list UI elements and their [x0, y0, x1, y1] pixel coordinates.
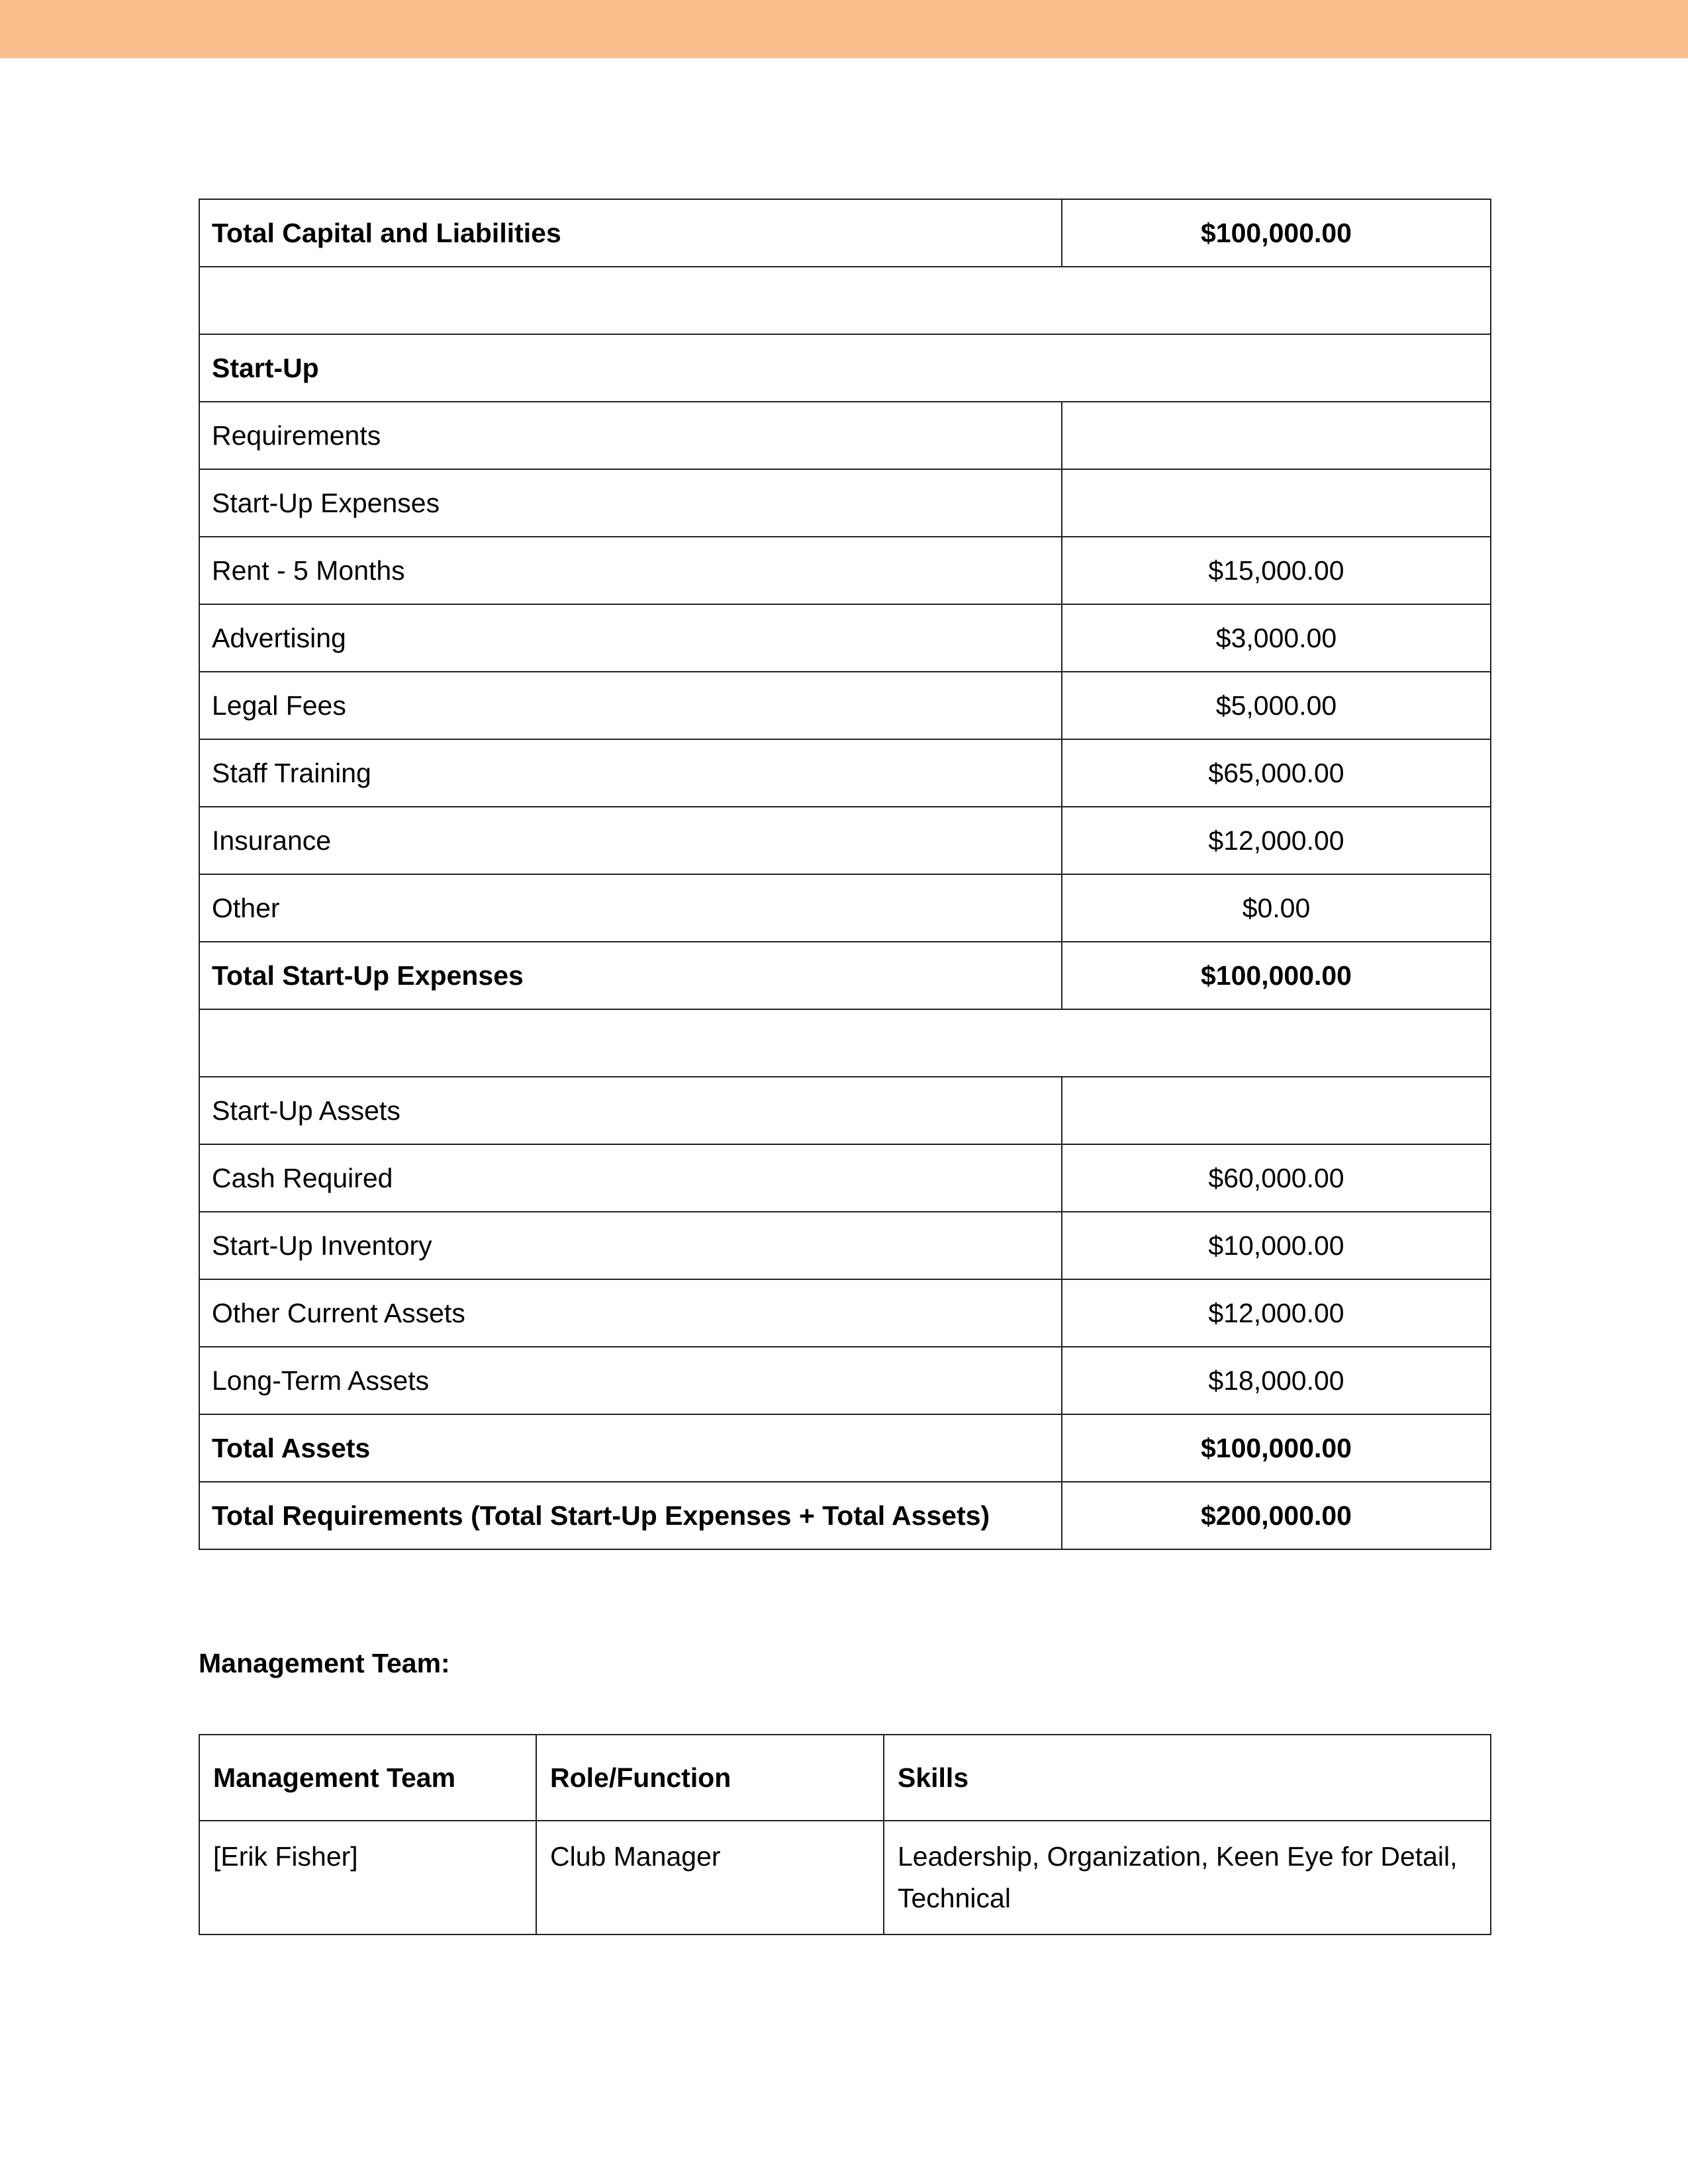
table-row	[199, 1009, 1491, 1077]
spacer-cell	[199, 1009, 1491, 1077]
row-label: Start-Up Expenses	[199, 469, 1062, 537]
row-amount: $100,000.00	[1062, 199, 1491, 267]
table-row	[199, 199, 1491, 267]
team-header-row	[199, 1735, 1491, 1821]
row-amount: $3,000.00	[1062, 604, 1491, 672]
row-amount	[1062, 402, 1491, 469]
table-row	[199, 469, 1491, 537]
row-label: Total Assets	[199, 1414, 1062, 1482]
table-row	[199, 1414, 1491, 1482]
table-row	[199, 604, 1491, 672]
table-row	[199, 807, 1491, 874]
table-row	[199, 402, 1491, 469]
table-row	[199, 1144, 1491, 1212]
spacer-cell	[199, 267, 1491, 334]
table-row	[199, 1279, 1491, 1347]
row-label: Total Capital and Liabilities	[199, 199, 1062, 267]
table-row	[199, 874, 1491, 942]
row-label: Advertising	[199, 604, 1062, 672]
row-amount: $100,000.00	[1062, 942, 1491, 1009]
row-label: Rent - 5 Months	[199, 537, 1062, 604]
row-amount: $18,000.00	[1062, 1347, 1491, 1414]
column-header-management-team: Management Team	[199, 1735, 536, 1821]
row-label: Legal Fees	[199, 672, 1062, 739]
row-label: Other Current Assets	[199, 1279, 1062, 1347]
row-amount: $12,000.00	[1062, 807, 1491, 874]
management-team-heading: Management Team:	[199, 1648, 450, 1678]
startup-financials-table	[199, 199, 1491, 1550]
row-amount: $15,000.00	[1062, 537, 1491, 604]
row-amount: $65,000.00	[1062, 739, 1491, 807]
table-row	[199, 942, 1491, 1009]
row-amount: $5,000.00	[1062, 672, 1491, 739]
row-amount	[1062, 469, 1491, 537]
row-label: Staff Training	[199, 739, 1062, 807]
table-row	[199, 537, 1491, 604]
team-row	[199, 1821, 1491, 1934]
row-label: Other	[199, 874, 1062, 942]
row-amount: $100,000.00	[1062, 1414, 1491, 1482]
table-row	[199, 1077, 1491, 1144]
team-member-skills: Leadership, Organization, Keen Eye for Detail, Technical	[884, 1821, 1491, 1934]
section-label: Start-Up	[199, 334, 1491, 402]
table-row	[199, 267, 1491, 334]
top-color-band	[0, 0, 1688, 58]
table-row	[199, 1212, 1491, 1279]
row-amount: $0.00	[1062, 874, 1491, 942]
column-header-role-function: Role/Function	[536, 1735, 884, 1821]
row-label: Total Requirements (Total Start-Up Expenses + Total Assets)	[199, 1482, 1062, 1549]
row-label: Start-Up Inventory	[199, 1212, 1062, 1279]
row-label: Requirements	[199, 402, 1062, 469]
row-label: Cash Required	[199, 1144, 1062, 1212]
row-label: Insurance	[199, 807, 1062, 874]
team-member-role: Club Manager	[536, 1821, 884, 1934]
table-row	[199, 334, 1491, 402]
row-label: Long-Term Assets	[199, 1347, 1062, 1414]
column-header-skills: Skills	[884, 1735, 1491, 1821]
table-row	[199, 1347, 1491, 1414]
row-amount: $60,000.00	[1062, 1144, 1491, 1212]
row-label: Total Start-Up Expenses	[199, 942, 1062, 1009]
table-row	[199, 739, 1491, 807]
table-row	[199, 1482, 1491, 1549]
team-member-name: [Erik Fisher]	[199, 1821, 536, 1934]
row-label: Start-Up Assets	[199, 1077, 1062, 1144]
table-row	[199, 672, 1491, 739]
row-amount: $10,000.00	[1062, 1212, 1491, 1279]
row-amount: $200,000.00	[1062, 1482, 1491, 1549]
row-amount	[1062, 1077, 1491, 1144]
row-amount: $12,000.00	[1062, 1279, 1491, 1347]
management-team-table	[199, 1734, 1491, 1935]
